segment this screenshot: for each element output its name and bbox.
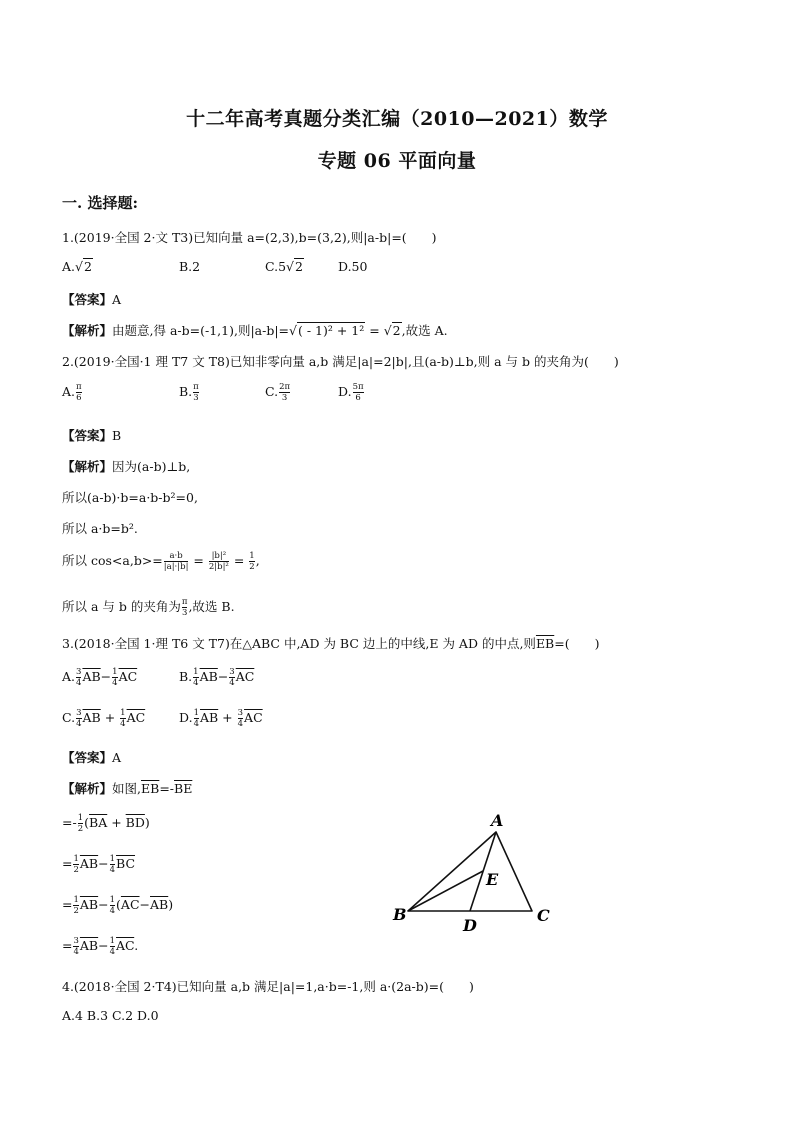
q1-option-c: C.5√2 [265, 259, 303, 274]
q3-option-b: B. $\frac{1}{4}$ $\overline{AB}-$ $\frac{3}{4}$ $\overline{AC}$ [179, 667, 255, 688]
q3-analysis-line1: 【解析】如图$,\overline{EB}=-\overline{BE}$ [62, 781, 193, 796]
label-e: E [486, 870, 499, 889]
q2-analysis-line2: 所以(a-b)·b=a·b-b²=0, [62, 490, 198, 505]
q3-analysis-step1: =- $\frac{1}{2}$ $(\overline{BA} + \overline{BD})$ [62, 813, 150, 834]
q1-option-b: B.2 [179, 259, 201, 274]
page-title: 十二年高考真题分类汇编（2010—2021）数学 [186, 108, 608, 130]
sqrt-symbol: √( - 1)² + 1² [289, 323, 365, 338]
q3-analysis-step4: = $\frac{3}{4}$ $\overline{AB}-$ $\frac{1}{4}$ $\overline{AC}$. [62, 936, 139, 957]
q4-stem: 4.(2018·全国 2·T4)已知向量 a,b 满足|a|=1,a·b=-1,则 a·(2a-b)=( ) [62, 979, 474, 994]
q1-answer: 【答案】A [62, 292, 122, 307]
sqrt-symbol: √2 [286, 259, 303, 274]
q2-analysis-line4: 所以 cos<a,b>= $\frac{a\cdot b}{|a|\cdot|b|}$ = $\frac{\text{|b|²}}{\text{2|b|²}}$ = $\frac{1}{2}$ , [62, 551, 260, 572]
sqrt-symbol: √2 [383, 323, 401, 338]
q2-analysis-line5: 所以 a 与 b 的夹角为 $\frac{\pi}{3}$ ,故选 B. [62, 597, 235, 618]
q1-analysis: 【解析】由题意,得 a-b=(-1,1),则|a-b|=√( - 1)² + 1² = √2,故选 A. [62, 323, 448, 338]
q3-option-d: D. $\frac{1}{4}$ $\overline{AB}$ + $\frac{3}{4}$ $\overline{AC}$ [179, 708, 263, 729]
page-subtitle: 专题 06 平面向量 [317, 150, 477, 172]
sqrt-symbol: √2 [75, 259, 92, 274]
q2-option-a: A. $\frac{\pi}{6}$ [62, 382, 82, 403]
label-c: C [537, 906, 550, 925]
triangle-abc [408, 832, 532, 911]
label-b: B [393, 905, 407, 924]
q3-answer: 【答案】A [62, 750, 122, 765]
q1-stem: 1.(2019·全国 2·文 T3)已知向量 a=(2,3),b=(3,2),则|a-b|=( ) [62, 230, 437, 245]
q1-option-d: D.50 [338, 259, 368, 274]
label-a: A [491, 811, 504, 830]
q2-analysis-line3: 所以 a·b=b². [62, 521, 138, 536]
section-heading: 一. 选择题: [62, 194, 138, 212]
q2-answer: 【答案】B [62, 428, 122, 443]
q2-option-b: B. $\frac{\pi}{3}$ [179, 382, 199, 403]
triangle-figure [390, 808, 560, 936]
q3-option-a: A. $\frac{3}{4}$ $\overline{AB}-$ $\frac{1}{4}$ $\overline{AC}$ [62, 667, 138, 688]
q2-stem: 2.(2019·全国·1 理 T7 文 T8)已知非零向量 a,b 满足|a|=2|b|,且(a-b)⊥b,则 a 与 b 的夹角为( ) [62, 354, 619, 369]
q2-analysis-line1: 【解析】因为(a-b)⊥b, [62, 459, 191, 474]
q4-options: A.4 B.3 C.2 D.0 [62, 1008, 159, 1023]
label-d: D [463, 916, 477, 935]
q3-analysis-step3: = $\frac{1}{2}$ $\overline{AB}-$ $\frac{1}{4}$ $(\overline{AC}-\overline{AB})$ [62, 895, 174, 916]
q3-stem: 3.(2018·全国 1·理 T6 文 T7)在△ABC 中,AD 为 BC 边上的中线,E 为 AD 的中点,则$\overline{EB}=$( ) [62, 636, 600, 651]
q2-option-d: D. $\frac{5\pi}{6}$ [338, 382, 364, 403]
q3-analysis-step2: = $\frac{1}{2}$ $\overline{AB}-$ $\frac{1}{4}$ $\overline{BC}$ [62, 854, 136, 875]
q1-option-a: A.√2 [62, 259, 92, 274]
q3-option-c: C. $\frac{3}{4}$ $\overline{AB}$ + $\frac{1}{4}$ $\overline{AC}$ [62, 708, 146, 729]
q2-option-c: C. $\frac{2\pi}{3}$ [265, 382, 291, 403]
